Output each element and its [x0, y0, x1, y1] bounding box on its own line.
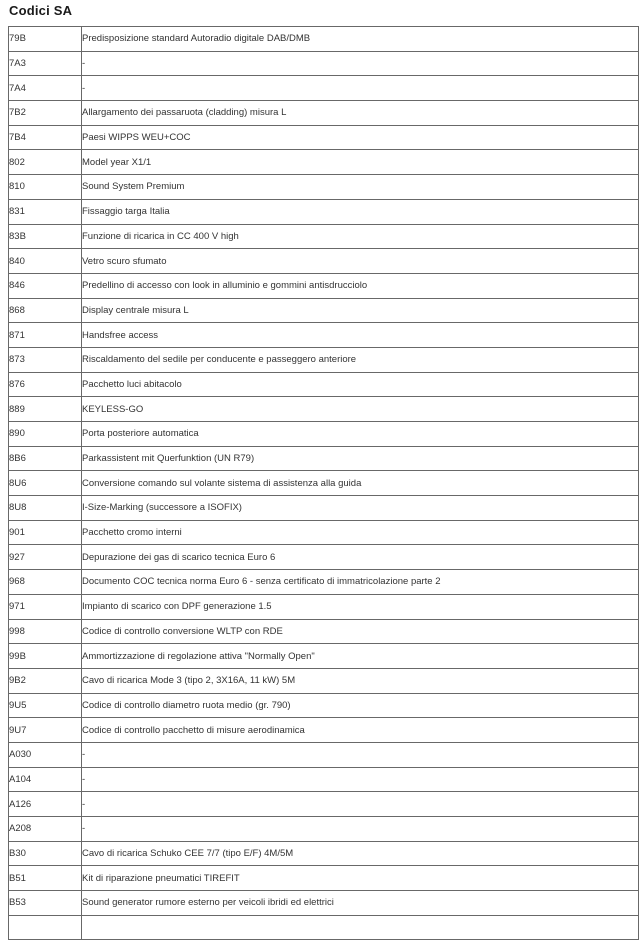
- description-cell: I-Size-Marking (successore a ISOFIX): [82, 496, 639, 521]
- code-cell: 971: [9, 594, 82, 619]
- description-cell: Documento COC tecnica norma Euro 6 - senza certificato di immatricolazione parte 2: [82, 570, 639, 595]
- table-row: [9, 545, 639, 570]
- sa-codes-table-body: [9, 27, 639, 940]
- table-row: [9, 866, 639, 891]
- description-cell: Sound System Premium: [82, 175, 639, 200]
- code-cell: 998: [9, 619, 82, 644]
- code-cell: B51: [9, 866, 82, 891]
- table-row: [9, 323, 639, 348]
- sa-codes-table: [8, 26, 639, 940]
- table-row: [9, 224, 639, 249]
- code-cell: A030: [9, 742, 82, 767]
- description-cell: -: [82, 742, 639, 767]
- code-cell: 7A4: [9, 76, 82, 101]
- table-row: [9, 792, 639, 817]
- code-cell: 8U8: [9, 496, 82, 521]
- description-cell: -: [82, 767, 639, 792]
- table-row: [9, 496, 639, 521]
- table-row: [9, 199, 639, 224]
- description-cell: -: [82, 51, 639, 76]
- code-cell: 846: [9, 273, 82, 298]
- description-cell: KEYLESS-GO: [82, 397, 639, 422]
- table-row: [9, 175, 639, 200]
- table-row: [9, 422, 639, 447]
- code-cell: 802: [9, 150, 82, 175]
- table-row: [9, 27, 639, 52]
- table-row: [9, 644, 639, 669]
- code-cell: [9, 915, 82, 940]
- code-cell: B30: [9, 841, 82, 866]
- table-row: [9, 372, 639, 397]
- code-cell: 889: [9, 397, 82, 422]
- table-row: [9, 249, 639, 274]
- description-cell: Riscaldamento del sedile per conducente e passeggero anteriore: [82, 347, 639, 372]
- description-cell: -: [82, 817, 639, 842]
- table-row: [9, 273, 639, 298]
- table-row: [9, 150, 639, 175]
- table-row: [9, 693, 639, 718]
- description-cell: Predellino di accesso con look in alluminio e gommini antisdrucciolo: [82, 273, 639, 298]
- code-cell: B53: [9, 891, 82, 916]
- code-cell: 9U5: [9, 693, 82, 718]
- description-cell: Ammortizzazione di regolazione attiva "Normally Open": [82, 644, 639, 669]
- table-row: [9, 841, 639, 866]
- table-row: [9, 594, 639, 619]
- code-cell: 890: [9, 422, 82, 447]
- description-cell: Sound generator rumore esterno per veicoli ibridi ed elettrici: [82, 891, 639, 916]
- code-cell: 927: [9, 545, 82, 570]
- code-cell: 831: [9, 199, 82, 224]
- code-cell: 968: [9, 570, 82, 595]
- table-row: [9, 817, 639, 842]
- code-cell: 901: [9, 520, 82, 545]
- table-row: [9, 767, 639, 792]
- table-row: [9, 446, 639, 471]
- code-cell: 79B: [9, 27, 82, 52]
- table-row: [9, 668, 639, 693]
- description-cell: Codice di controllo pacchetto di misure aerodinamica: [82, 718, 639, 743]
- table-row: [9, 298, 639, 323]
- code-cell: A104: [9, 767, 82, 792]
- code-cell: 868: [9, 298, 82, 323]
- table-row: [9, 520, 639, 545]
- code-cell: 840: [9, 249, 82, 274]
- code-cell: A208: [9, 817, 82, 842]
- table-row: [9, 619, 639, 644]
- description-cell: Kit di riparazione pneumatici TIREFIT: [82, 866, 639, 891]
- code-cell: 871: [9, 323, 82, 348]
- table-row: [9, 570, 639, 595]
- description-cell: Cavo di ricarica Mode 3 (tipo 2, 3X16A, 11 kW) 5M: [82, 668, 639, 693]
- table-row: [9, 51, 639, 76]
- code-cell: A126: [9, 792, 82, 817]
- description-cell: Display centrale misura L: [82, 298, 639, 323]
- table-row-partial: [9, 915, 639, 940]
- table-row: [9, 718, 639, 743]
- description-cell: [82, 915, 639, 940]
- code-cell: 876: [9, 372, 82, 397]
- page-title: Codici SA: [9, 3, 73, 18]
- description-cell: -: [82, 76, 639, 101]
- description-cell: -: [82, 792, 639, 817]
- code-cell: 7B4: [9, 125, 82, 150]
- table-row: [9, 742, 639, 767]
- table-row: [9, 347, 639, 372]
- code-cell: 83B: [9, 224, 82, 249]
- code-cell: 810: [9, 175, 82, 200]
- description-cell: Fissaggio targa Italia: [82, 199, 639, 224]
- table-row: [9, 125, 639, 150]
- description-cell: Porta posteriore automatica: [82, 422, 639, 447]
- code-cell: 873: [9, 347, 82, 372]
- code-cell: 99B: [9, 644, 82, 669]
- table-row: [9, 76, 639, 101]
- table-row: [9, 397, 639, 422]
- code-cell: 7B2: [9, 101, 82, 126]
- description-cell: Allargamento dei passaruota (cladding) misura L: [82, 101, 639, 126]
- description-cell: Conversione comando sul volante sistema di assistenza alla guida: [82, 471, 639, 496]
- table-row: [9, 471, 639, 496]
- table-row: [9, 101, 639, 126]
- description-cell: Cavo di ricarica Schuko CEE 7/7 (tipo E/F) 4M/5M: [82, 841, 639, 866]
- code-cell: 7A3: [9, 51, 82, 76]
- table-row: [9, 891, 639, 916]
- description-cell: Codice di controllo diametro ruota medio (gr. 790): [82, 693, 639, 718]
- description-cell: Impianto di scarico con DPF generazione 1.5: [82, 594, 639, 619]
- description-cell: Pacchetto cromo interni: [82, 520, 639, 545]
- description-cell: Depurazione dei gas di scarico tecnica Euro 6: [82, 545, 639, 570]
- description-cell: Vetro scuro sfumato: [82, 249, 639, 274]
- description-cell: Funzione di ricarica in CC 400 V high: [82, 224, 639, 249]
- description-cell: Handsfree access: [82, 323, 639, 348]
- description-cell: Paesi WIPPS WEU+COC: [82, 125, 639, 150]
- description-cell: Pacchetto luci abitacolo: [82, 372, 639, 397]
- code-cell: 9B2: [9, 668, 82, 693]
- description-cell: Parkassistent mit Querfunktion (UN R79): [82, 446, 639, 471]
- description-cell: Predisposizione standard Autoradio digitale DAB/DMB: [82, 27, 639, 52]
- code-cell: 8U6: [9, 471, 82, 496]
- description-cell: Model year X1/1: [82, 150, 639, 175]
- description-cell: Codice di controllo conversione WLTP con RDE: [82, 619, 639, 644]
- code-cell: 8B6: [9, 446, 82, 471]
- code-cell: 9U7: [9, 718, 82, 743]
